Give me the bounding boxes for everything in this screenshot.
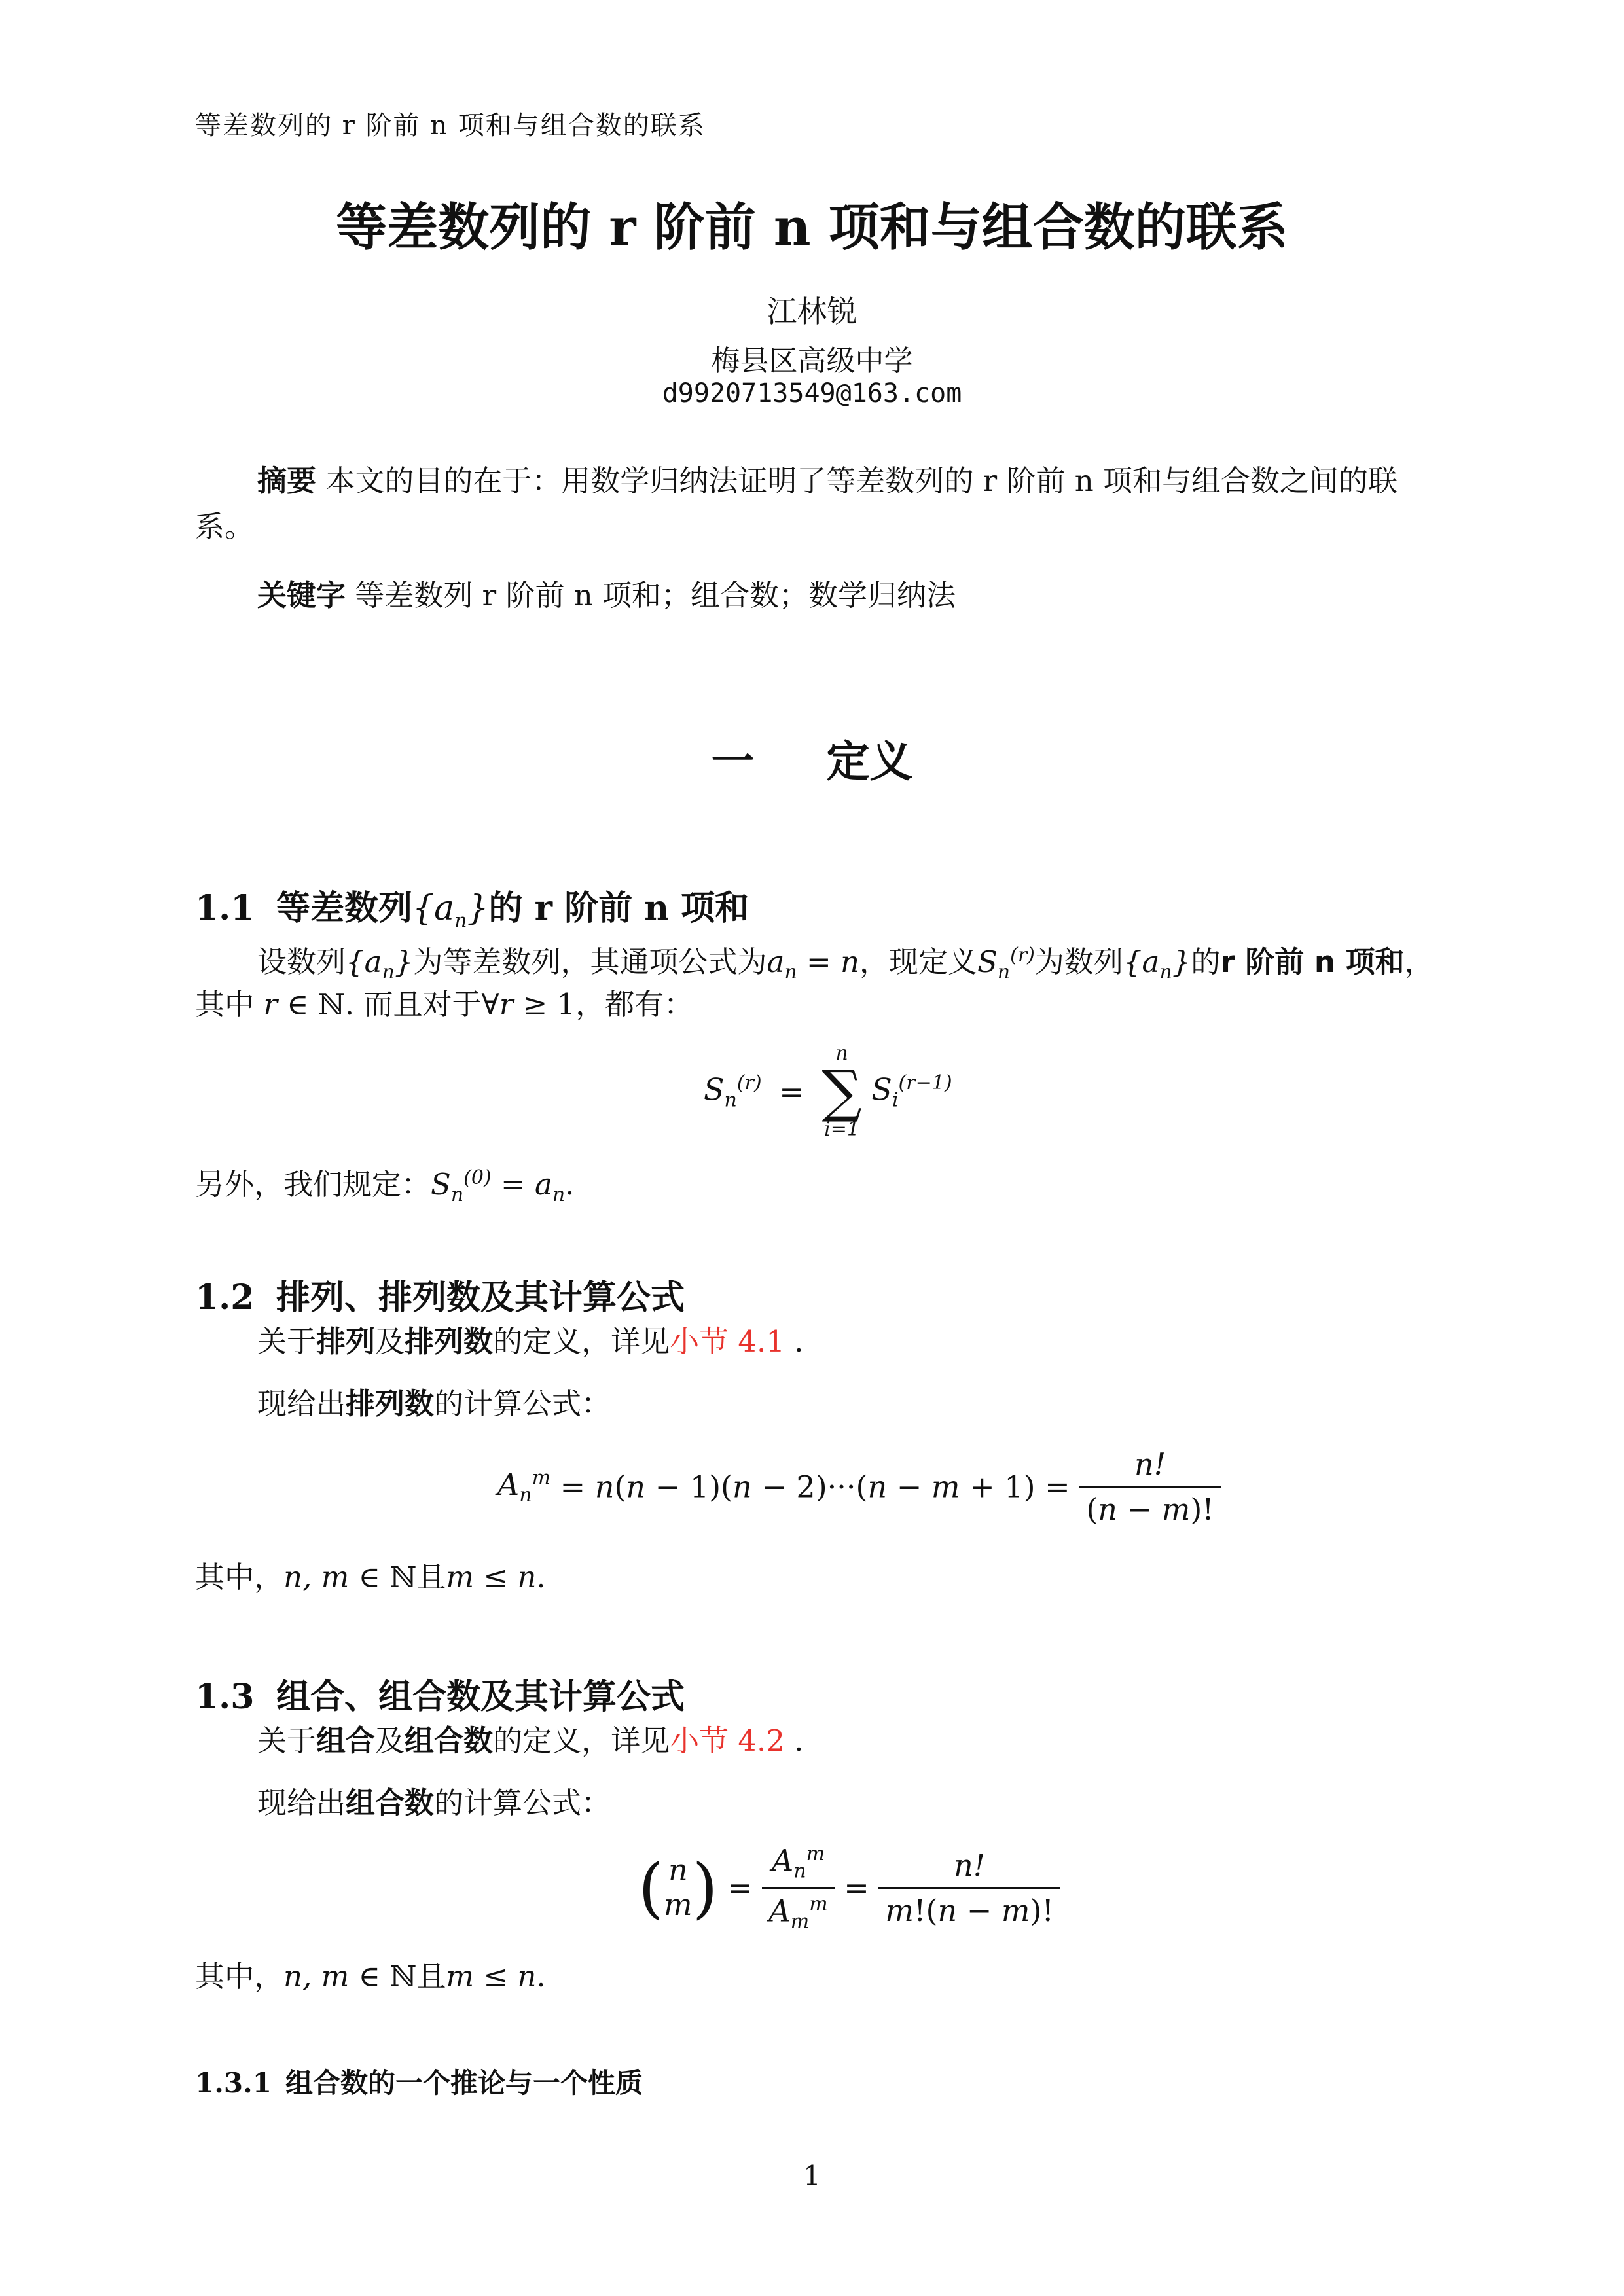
paper-title: 等差数列的 r 阶前 n 项和与组合数的联系 (336, 198, 1288, 257)
subsection-title: 组合数的一个推论与一个性质 (285, 2067, 643, 2099)
section-link-4-2[interactable]: 小节 4.2 (670, 1723, 785, 1758)
text-run: 关于 (257, 1324, 317, 1359)
author-affiliation: 梅县区高级中学 (711, 344, 913, 378)
section-heading-1-1 (195, 880, 749, 932)
text-run: 为数列 (1034, 944, 1123, 979)
section-heading-1-3 (195, 1669, 685, 1718)
math-inline: $\{a_n\}$ (346, 944, 414, 984)
text-run: 现给出 (257, 1386, 346, 1421)
subsection-heading-1-3-1 (195, 2062, 643, 2101)
math-inline: $S_n^{(0)}$ (431, 1166, 492, 1206)
defined-term: 排列数 (405, 1324, 494, 1359)
section-number: 1.2 (195, 1278, 255, 1318)
equation-combination: ( n m ) = $\frac{A_n^m}{A_m^m}$ = $\frac{n!}{m!(n - m)!}$ (638, 1842, 1060, 1933)
section-link-4-1[interactable]: 小节 4.1 (670, 1324, 785, 1359)
defined-term: 组合数 (405, 1723, 494, 1758)
defined-term: 组合数 (346, 1785, 435, 1820)
text-run: 其中， (195, 1560, 284, 1594)
paragraph (257, 1319, 804, 1365)
text-run: 及 (375, 1723, 405, 1758)
text-run: ，现定义 (859, 944, 977, 979)
abstract-label: 摘要 (257, 463, 317, 498)
section-title-part: 等差数列 (276, 888, 413, 928)
defined-term: 排列数 (346, 1386, 435, 1421)
keywords (257, 573, 956, 619)
text-run: . 而且对于 (344, 987, 482, 1022)
chapter-title: 定义 (826, 736, 913, 787)
text-run: . (784, 1324, 804, 1359)
text-run: 的定义，详见 (493, 1723, 670, 1758)
text-run: . (784, 1723, 804, 1758)
math-inline: $a_n$ (535, 1167, 566, 1206)
text-run: 另外，我们规定： (195, 1167, 431, 1202)
defined-term: 排列 (316, 1324, 376, 1359)
author-email[interactable]: d9920713549@163.com (662, 378, 962, 408)
text-run: ，都有： (575, 987, 694, 1022)
text-run: 其中 (195, 987, 255, 1022)
definition-paragraph: 设数列$\{a_n\}$为等差数列，其通项公式为$a_n = n$，现定义$S_n^{(r)}$为数列$\{a_n\}$的r 阶前 n 项和， (257, 944, 1434, 984)
abstract (195, 458, 1426, 550)
text-run: 的 (1191, 944, 1221, 979)
page-number: 1 (803, 2160, 821, 2192)
text-run: 的计算公式： (434, 1386, 611, 1421)
keywords-label: 关键字 (257, 578, 346, 613)
math-inline: $\{a_n\}$ (1123, 944, 1191, 984)
text-run: 现给出 (257, 1785, 346, 1820)
subsection-number: 1.3.1 (195, 2067, 272, 2099)
text-run: 其中， (195, 1959, 284, 1994)
section-title-part: 的 r 阶前 n 项和 (488, 888, 749, 928)
math-inline: r (263, 987, 278, 1022)
section-title: 排列、排列数及其计算公式 (276, 1278, 685, 1318)
keywords-text: 等差数列 r 阶前 n 项和；组合数；数学归纳法 (355, 578, 956, 613)
text-run: 关于 (257, 1723, 317, 1758)
text-run: 的定义，详见 (493, 1324, 670, 1359)
math-inline: $\{a_n\}$ (412, 889, 489, 933)
text-run: 为等差数列，其通项公式为 (413, 944, 767, 979)
equation-sum-definition: $S_n^{(r)}$ = n ∑ i=1 $S_i^{(r-1)}$ (704, 1042, 952, 1141)
section-title: 组合、组合数及其计算公式 (276, 1677, 685, 1717)
paragraph (257, 1718, 804, 1764)
math-inline: $a_n$ (767, 944, 797, 984)
math-inline: n (840, 944, 859, 979)
definition-paragraph-cont: 其中 r ∈ ℕ. 而且对于∀r ≥ 1，都有： (195, 987, 694, 1022)
text-run: 及 (375, 1324, 405, 1359)
defined-term: r 阶前 n 项和 (1220, 944, 1405, 979)
chapter-heading (0, 726, 1624, 789)
paragraph: 其中，n, m ∈ ℕ且m ≤ n. (195, 1959, 546, 1994)
equation-permutation: $A_n^m = n(n - 1)(n - 2)\cdot\cdot\cdot(n - m + 1)$ = $\frac{n!}{(n - m)!}$ (497, 1446, 1221, 1527)
math-inline: $S_n^{(r)}$ (977, 944, 1035, 984)
section-heading-1-2 (195, 1270, 685, 1319)
running-header: 等差数列的 r 阶前 n 项和与组合数的联系 (195, 111, 706, 141)
section-number: 1.1 (195, 888, 255, 928)
chapter-number: 一 (711, 736, 755, 787)
section-number: 1.3 (195, 1677, 255, 1717)
text-run: 的计算公式： (434, 1785, 611, 1820)
paragraph: 其中，n, m ∈ ℕ且m ≤ n. (195, 1560, 546, 1594)
text-run: 设数列 (257, 944, 346, 979)
paragraph (257, 1780, 611, 1826)
defined-term: 组合 (316, 1723, 376, 1758)
math-inline: r (499, 987, 514, 1022)
paragraph (257, 1381, 611, 1427)
abstract-text: 本文的目的在于：用数学归纳法证明了等差数列的 r 阶前 n 项和与组合数之间的联系。 (195, 463, 1398, 544)
initial-condition: 另外，我们规定：$S_n^{(0)} = a_n$. (195, 1166, 575, 1206)
text-run: ， (1404, 944, 1434, 979)
author-name: 江林锐 (767, 294, 857, 329)
